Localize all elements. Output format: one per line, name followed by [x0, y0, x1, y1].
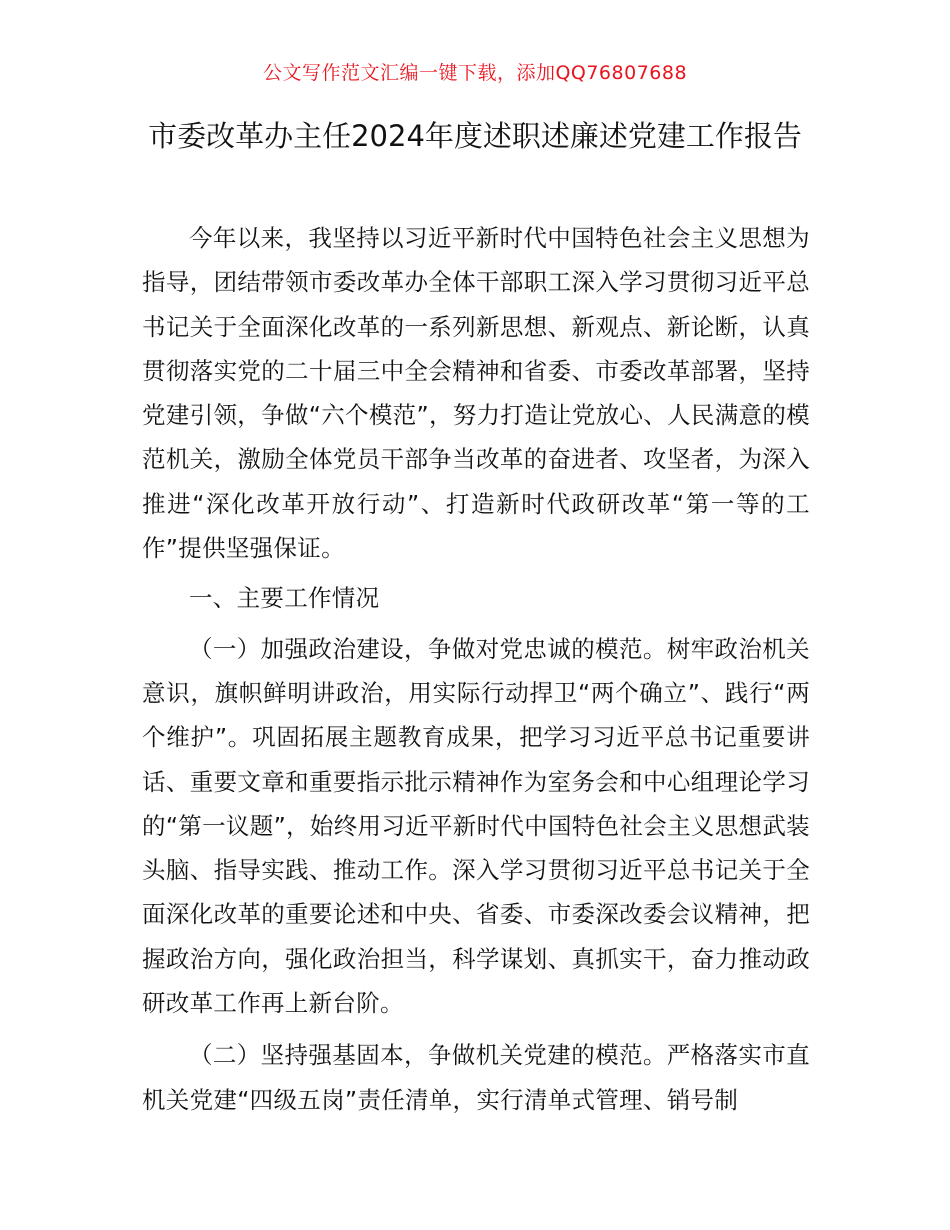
document-title: 市委改革办主任2024年度述职述廉述党建工作报告: [148, 119, 802, 153]
document-body: [142, 216, 810, 1122]
intro-paragraph: 今年以来，我坚持以习近平新时代中国特色社会主义思想为指导，团结带领市委改革办全体干部职工深入学习贯彻习近平总书记关于全面深化改革的一系列新思想、新观点、新论断，认真贯彻落实党的二十届三中全会精神和省委、市委改革部署，坚持党建引领，争做“六个模范”，努力打造让党放心、人民满意的模范机关，激励全体党员干部争当改革的奋进者、攻坚者，为深入推进“深化改革开放行动”、打造新时代政研改革“第一等的工作”提供坚强保证。: [142, 224, 810, 563]
body-paragraph: （一）加强政治建设，争做对党忠诚的模范。树牢政治机关意识，旗帜鲜明讲政治，用实际行动捍卫“两个确立”、践行“两个维护”。巩固拓展主题教育成果，把学习习近平总书记重要讲话、重要文章和重要指示批示精神作为室务会和中心组理论学习的“第一议题”，始终用习近平新时代中国特色社会主义思想武装头脑、指导实践、推动工作。深入学习贯彻习近平总书记关于全面深化改革的重要论述和中央、省委、市委深改委会议精神，把握政治方向，强化政治担当，科学谋划、真抓实干，奋力推动政研改革工作再上新台阶。: [142, 634, 810, 1018]
download-watermark[interactable]: 公文写作范文汇编一键下载，添加QQ76807688: [262, 62, 688, 84]
section-heading: 一、主要工作情况: [189, 584, 380, 613]
body-paragraph: （二）坚持强基固本，争做机关党建的模范。严格落实市直机关党建“四级五岗”责任清单，实行清单式管理、销号制: [142, 1041, 810, 1114]
